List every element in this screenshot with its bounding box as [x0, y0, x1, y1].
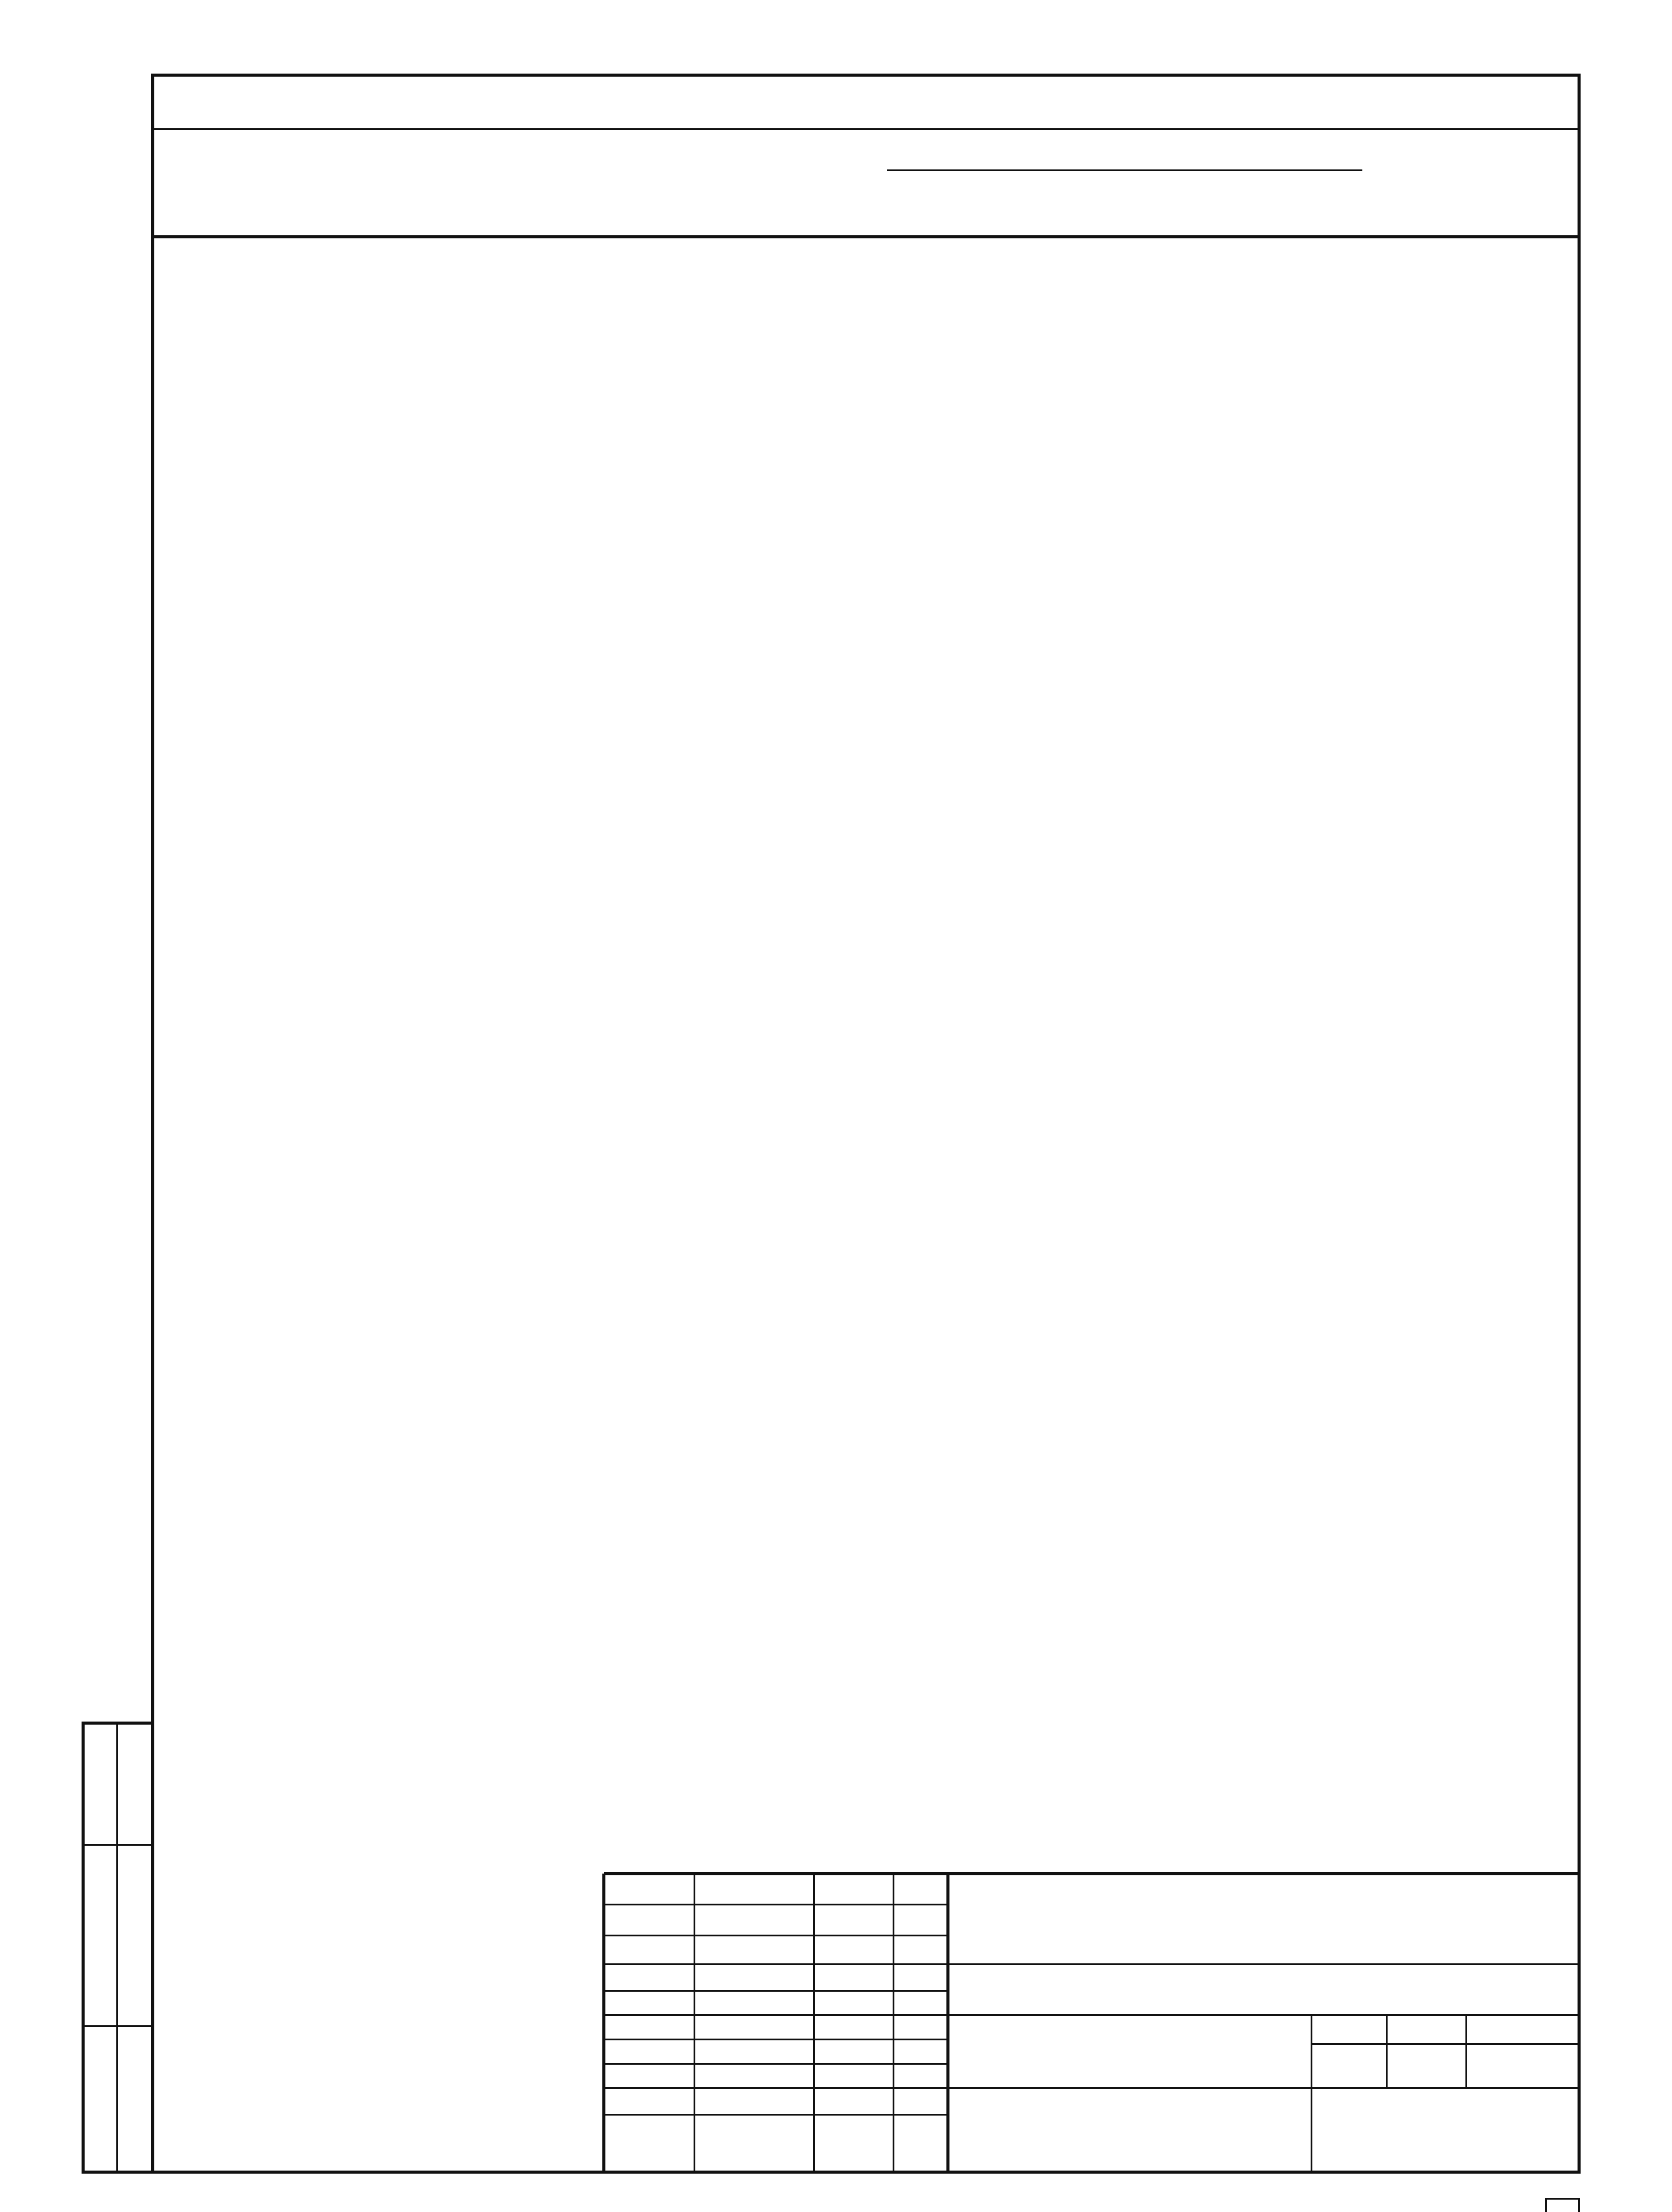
- outer-frame: [153, 75, 1579, 2172]
- title-block: [604, 1874, 1579, 2172]
- page-number-box: [1546, 2199, 1579, 2212]
